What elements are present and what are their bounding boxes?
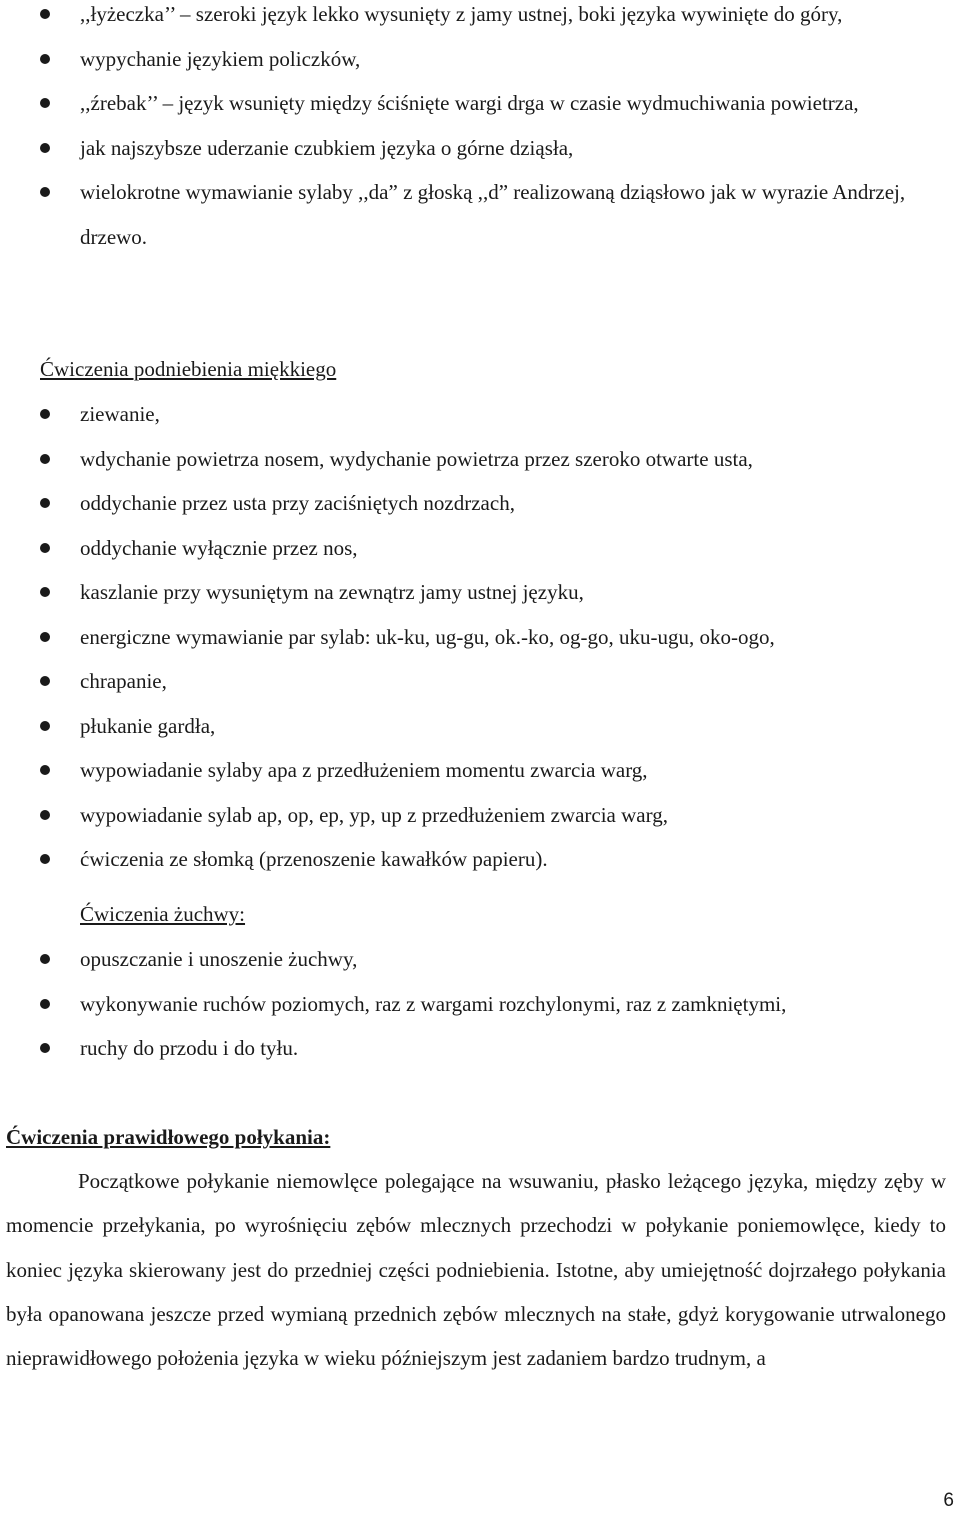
bullet-icon	[40, 854, 50, 864]
jaw-list	[0, 937, 960, 1071]
list-item: oddychanie przez usta przy zaciśniętych nozdrzach,	[0, 481, 960, 526]
list-item: jak najszybsze uderzanie czubkiem języka o górne dziąsła,	[0, 126, 960, 171]
bullet-icon	[40, 143, 50, 153]
bullet-icon	[40, 632, 50, 642]
list-item: wykonywanie ruchów poziomych, raz z wargami rozchylonymi, raz z zamkniętymi,	[0, 982, 960, 1027]
list-item: opuszczanie i unoszenie żuchwy,	[0, 937, 960, 982]
list-item: ruchy do przodu i do tyłu.	[0, 1026, 960, 1071]
bullet-icon	[40, 587, 50, 597]
list-item: oddychanie wyłącznie przez nos,	[0, 526, 960, 571]
list-item: płukanie gardła,	[0, 704, 960, 749]
bullet-icon	[40, 54, 50, 64]
bullet-icon	[40, 1043, 50, 1053]
bullet-icon	[40, 954, 50, 964]
page-number: 6	[943, 1490, 954, 1511]
list-item: kaszlanie przy wysuniętym na zewnątrz jamy ustnej języku,	[0, 570, 960, 615]
soft-palate-list-container	[0, 392, 960, 882]
bullet-icon	[40, 721, 50, 731]
tongue-exercises-list	[0, 0, 960, 259]
bullet-icon	[40, 498, 50, 508]
list-item: ,,źrebak’’ – język wsunięty między ściśnięte wargi drga w czasie wydmuchiwania powietrza,	[0, 81, 960, 126]
bullet-icon	[40, 543, 50, 553]
list-item: energiczne wymawianie par sylab: uk-ku, ug-gu, ok.-ko, og-go, uku-ugu, oko-ogo,	[0, 615, 960, 660]
list-item: ziewanie,	[0, 392, 960, 437]
list-item: wypowiadanie sylaby apa z przedłużeniem momentu zwarcia warg,	[0, 748, 960, 793]
list-item: wypychanie językiem policzków,	[0, 37, 960, 82]
swallowing-paragraph: Początkowe połykanie niemowlęce polegające na wsuwaniu, płasko leżącego języka, między zęby w momencie przełykania, po wyrośnięciu zębów mlecznych przechodzi w połykanie poniemowlęce, kiedy to koniec języka skierowany jest do przedniej części podniebienia. Istotne, aby umiejętność dojrzałego połykania była opanowana jeszcze przed wymianą przednich zębów mlecznych na stałe, gdyż korygowanie utrwalonego nieprawidłowego położenia języka w wieku późniejszym jest zadaniem bardzo trudnym, a	[6, 1169, 946, 1371]
tongue-exercises-list-container	[0, 0, 960, 259]
jaw-list-container	[0, 937, 960, 1071]
soft-palate-list	[0, 392, 960, 882]
list-item: wielokrotne wymawianie sylaby ,,da” z głoską ,,d” realizowaną dziąsłowo jak w wyrazie Andrzej, drzewo.	[0, 170, 960, 259]
list-item: ,,łyżeczka’’ – szeroki język lekko wysunięty z jamy ustnej, boki języka wywinięte do góry,	[0, 0, 960, 37]
bullet-icon	[40, 676, 50, 686]
list-item: wypowiadanie sylab ap, op, ep, yp, up z przedłużeniem zwarcia warg,	[0, 793, 960, 838]
bullet-icon	[40, 98, 50, 108]
bullet-icon	[40, 810, 50, 820]
jaw-heading: Ćwiczenia żuchwy:	[80, 902, 246, 926]
bullet-icon	[40, 999, 50, 1009]
bullet-icon	[40, 187, 50, 197]
list-item: wdychanie powietrza nosem, wydychanie powietrza przez szeroko otwarte usta,	[0, 437, 960, 482]
swallowing-heading: Ćwiczenia prawidłowego połykania:	[6, 1125, 331, 1149]
list-item: ćwiczenia ze słomką (przenoszenie kawałków papieru).	[0, 837, 960, 882]
soft-palate-heading: Ćwiczenia podniebienia miękkiego	[40, 357, 337, 381]
list-item: chrapanie,	[0, 659, 960, 704]
bullet-icon	[40, 765, 50, 775]
bullet-icon	[40, 9, 50, 19]
bullet-icon	[40, 409, 50, 419]
bullet-icon	[40, 454, 50, 464]
